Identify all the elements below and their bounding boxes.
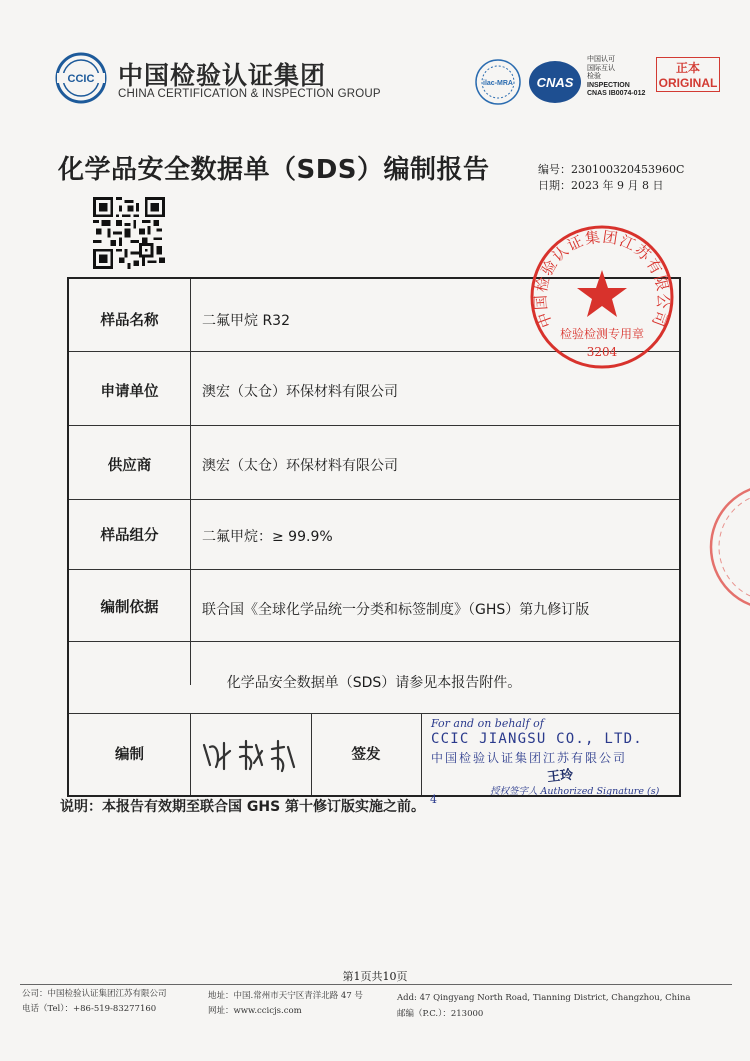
seal-number: 3204 xyxy=(586,345,618,359)
company-name-cn: 中国检验认证集团江苏有限公司 xyxy=(431,751,628,765)
issued-label: 签发 xyxy=(351,747,381,763)
company-name-en: CCIC JIANGSU CO., LTD. xyxy=(431,731,643,747)
prepared-signature xyxy=(196,725,306,781)
table-row-label: 编制依据 xyxy=(100,600,159,616)
supplier-value: 澳宏（太仓）环保材料有限公司 xyxy=(202,458,398,474)
footer-address-en: Add: 47 Qingyang North Road, Tianning District, Changzhou, China xyxy=(397,993,691,1003)
org-name-en: CHINA CERTIFICATION & INSPECTION GROUP xyxy=(118,88,381,100)
behalf-text: For and on behalf of xyxy=(431,717,544,730)
authorized-signature: 王玲 xyxy=(546,767,574,786)
seal-ring-text: 中国检验认证集团江苏有限公司 xyxy=(531,227,673,331)
footer-postcode: 邮编（P.C.）：213000 xyxy=(397,1009,484,1019)
report-meta: 编号：230100320453960C 日期：2023 年 9 月 8 日 xyxy=(538,163,685,192)
original-cn: 正本 xyxy=(675,61,700,75)
footer-company: 公司：中国检验认证集团江苏有限公司 xyxy=(22,989,167,999)
footer-website: 网址：www.ccicjs.com xyxy=(208,1006,302,1016)
validity-note: 说明：本报告有效期至联合国 GHS 第十修订版实施之前。 xyxy=(60,799,426,815)
sds-notice: 化学品安全数据单（SDS）请参见本报告附件。 xyxy=(226,675,522,691)
basis-value: 联合国《全球化学品统一分类和标签制度》（GHS）第九修订版 xyxy=(202,602,590,618)
cnas-logo xyxy=(527,58,583,106)
authorized-signatory-label: 授权签字人 Authorized Signature (s) xyxy=(490,786,660,797)
original-en: ORIGINAL xyxy=(658,76,718,90)
ccic-logo-text: CCIC xyxy=(67,73,95,85)
table-row-label: 样品名称 xyxy=(100,313,159,329)
ccic-logo xyxy=(55,52,107,104)
seal-center-text: 检验检测专用章 xyxy=(559,327,645,341)
ilac-logo-text: ilac-MRA xyxy=(483,80,513,87)
table-row-label: 样品组分 xyxy=(100,528,159,544)
qr-code xyxy=(93,197,165,269)
ilac-mra-logo xyxy=(474,58,522,106)
footer-tel: 电话（Tel）：+86-519-83277160 xyxy=(22,1004,157,1014)
cnas-logo-text: CNAS xyxy=(536,75,574,90)
composition-value: 二氟甲烷：≥ 99.9% xyxy=(202,529,333,545)
applicant-value: 澳宏（太仓）环保材料有限公司 xyxy=(202,384,398,400)
prepared-label: 编制 xyxy=(115,747,144,763)
table-row-label: 供应商 xyxy=(107,458,152,474)
footer-address-cn: 地址：中国.常州市天宁区青洋北路 47 号 xyxy=(208,991,363,1001)
org-name-cn: 中国检验认证集团 xyxy=(118,61,327,90)
sample-name-value: 二氟甲烷 R32 xyxy=(202,313,290,329)
report-title: 化学品安全数据单（SDS）编制报告 xyxy=(58,155,490,185)
cnas-accreditation-text: 中国认可 国际互认 检验 INSPECTION CNAS IB0074-012 xyxy=(587,56,646,98)
table-row-label: 申请单位 xyxy=(100,384,159,400)
original-stamp xyxy=(656,57,720,92)
stray-mark: 4 xyxy=(430,793,437,806)
report-number: 230100320453960C xyxy=(571,163,685,176)
footer-divider xyxy=(20,984,732,985)
report-date: 2023 年 9 月 8 日 xyxy=(571,179,664,192)
seam-stamp xyxy=(705,482,750,612)
table-column-divider xyxy=(190,279,191,685)
page-indicator: 第1页共10页 xyxy=(342,970,408,983)
official-seal-stamp xyxy=(529,224,675,370)
